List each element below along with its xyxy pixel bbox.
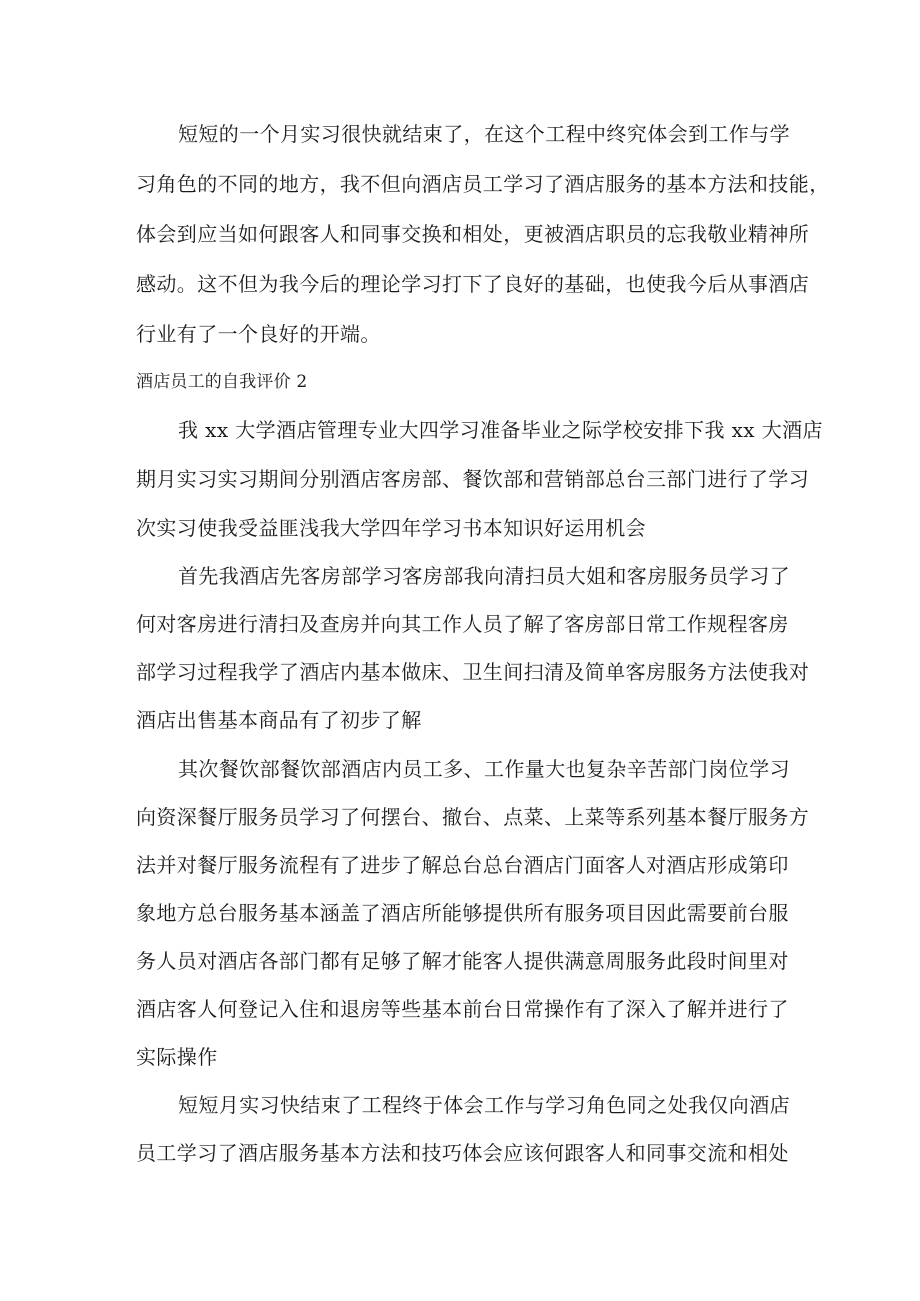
paragraph-line: 行业有了一个良好的开端。	[136, 322, 381, 346]
section-heading: 酒店员工的自我评价 2	[136, 372, 308, 392]
paragraph-line: 部学习过程我学了酒店内基本做床、卫生间扫清及简单客房服务方法使我对	[136, 660, 810, 684]
paragraph-line: 实际操作	[136, 1045, 218, 1069]
paragraph-line: 向资深餐厅服务员学习了何摆台、撤台、点菜、上菜等系列基本餐厅服务方	[136, 805, 810, 829]
paragraph-line: 体会到应当如何跟客人和同事交换和相处，更被酒店职员的忘我敬业精神所	[136, 222, 810, 246]
paragraph-line: 短短的一个月实习很快就结束了，在这个工程中终究体会到工作与学	[178, 122, 790, 146]
paragraph-line: 务人员对酒店各部门都有足够了解才能客人提供满意周服务此段时间里对	[136, 949, 789, 973]
paragraph-line: 酒店客人何登记入住和退房等些基本前台日常操作有了深入了解并进行了	[136, 997, 789, 1021]
paragraph-line: 何对客房进行清扫及查房并向其工作人员了解了客房部日常工作规程客房	[136, 612, 789, 636]
paragraph-line: 象地方总台服务基本涵盖了酒店所能够提供所有服务项目因此需要前台服	[136, 901, 789, 925]
paragraph-line: 期月实习实习期间分别酒店客房部、餐饮部和营销部总台三部门进行了学习	[136, 467, 810, 491]
paragraph-line: 感动。这不但为我今后的理论学习打下了良好的基础，也使我今后从事酒店	[136, 272, 810, 296]
paragraph-line: 次实习使我受益匪浅我大学四年学习书本知识好运用机会	[136, 516, 646, 540]
paragraph-line: 员工学习了酒店服务基本方法和技巧体会应该何跟客人和同事交流和相处	[136, 1141, 789, 1165]
paragraph-line: 我 xx 大学酒店管理专业大四学习准备毕业之际学校安排下我 xx 大酒店	[178, 418, 823, 442]
paragraph-line: 短短月实习快结束了工程终于体会工作与学习角色同之处我仅向酒店	[178, 1093, 790, 1117]
paragraph-line: 法并对餐厅服务流程有了进步了解总台总台酒店门面客人对酒店形成第印	[136, 853, 789, 877]
paragraph-line: 习角色的不同的地方，我不但向酒店员工学习了酒店服务的基本方法和技能，	[136, 172, 830, 196]
paragraph-line: 酒店出售基本商品有了初步了解	[136, 708, 422, 732]
paragraph-line: 首先我酒店先客房部学习客房部我向清扫员大姐和客房服务员学习了	[178, 564, 790, 588]
paragraph-line: 其次餐饮部餐饮部酒店内员工多、工作量大也复杂辛苦部门岗位学习	[178, 757, 790, 781]
